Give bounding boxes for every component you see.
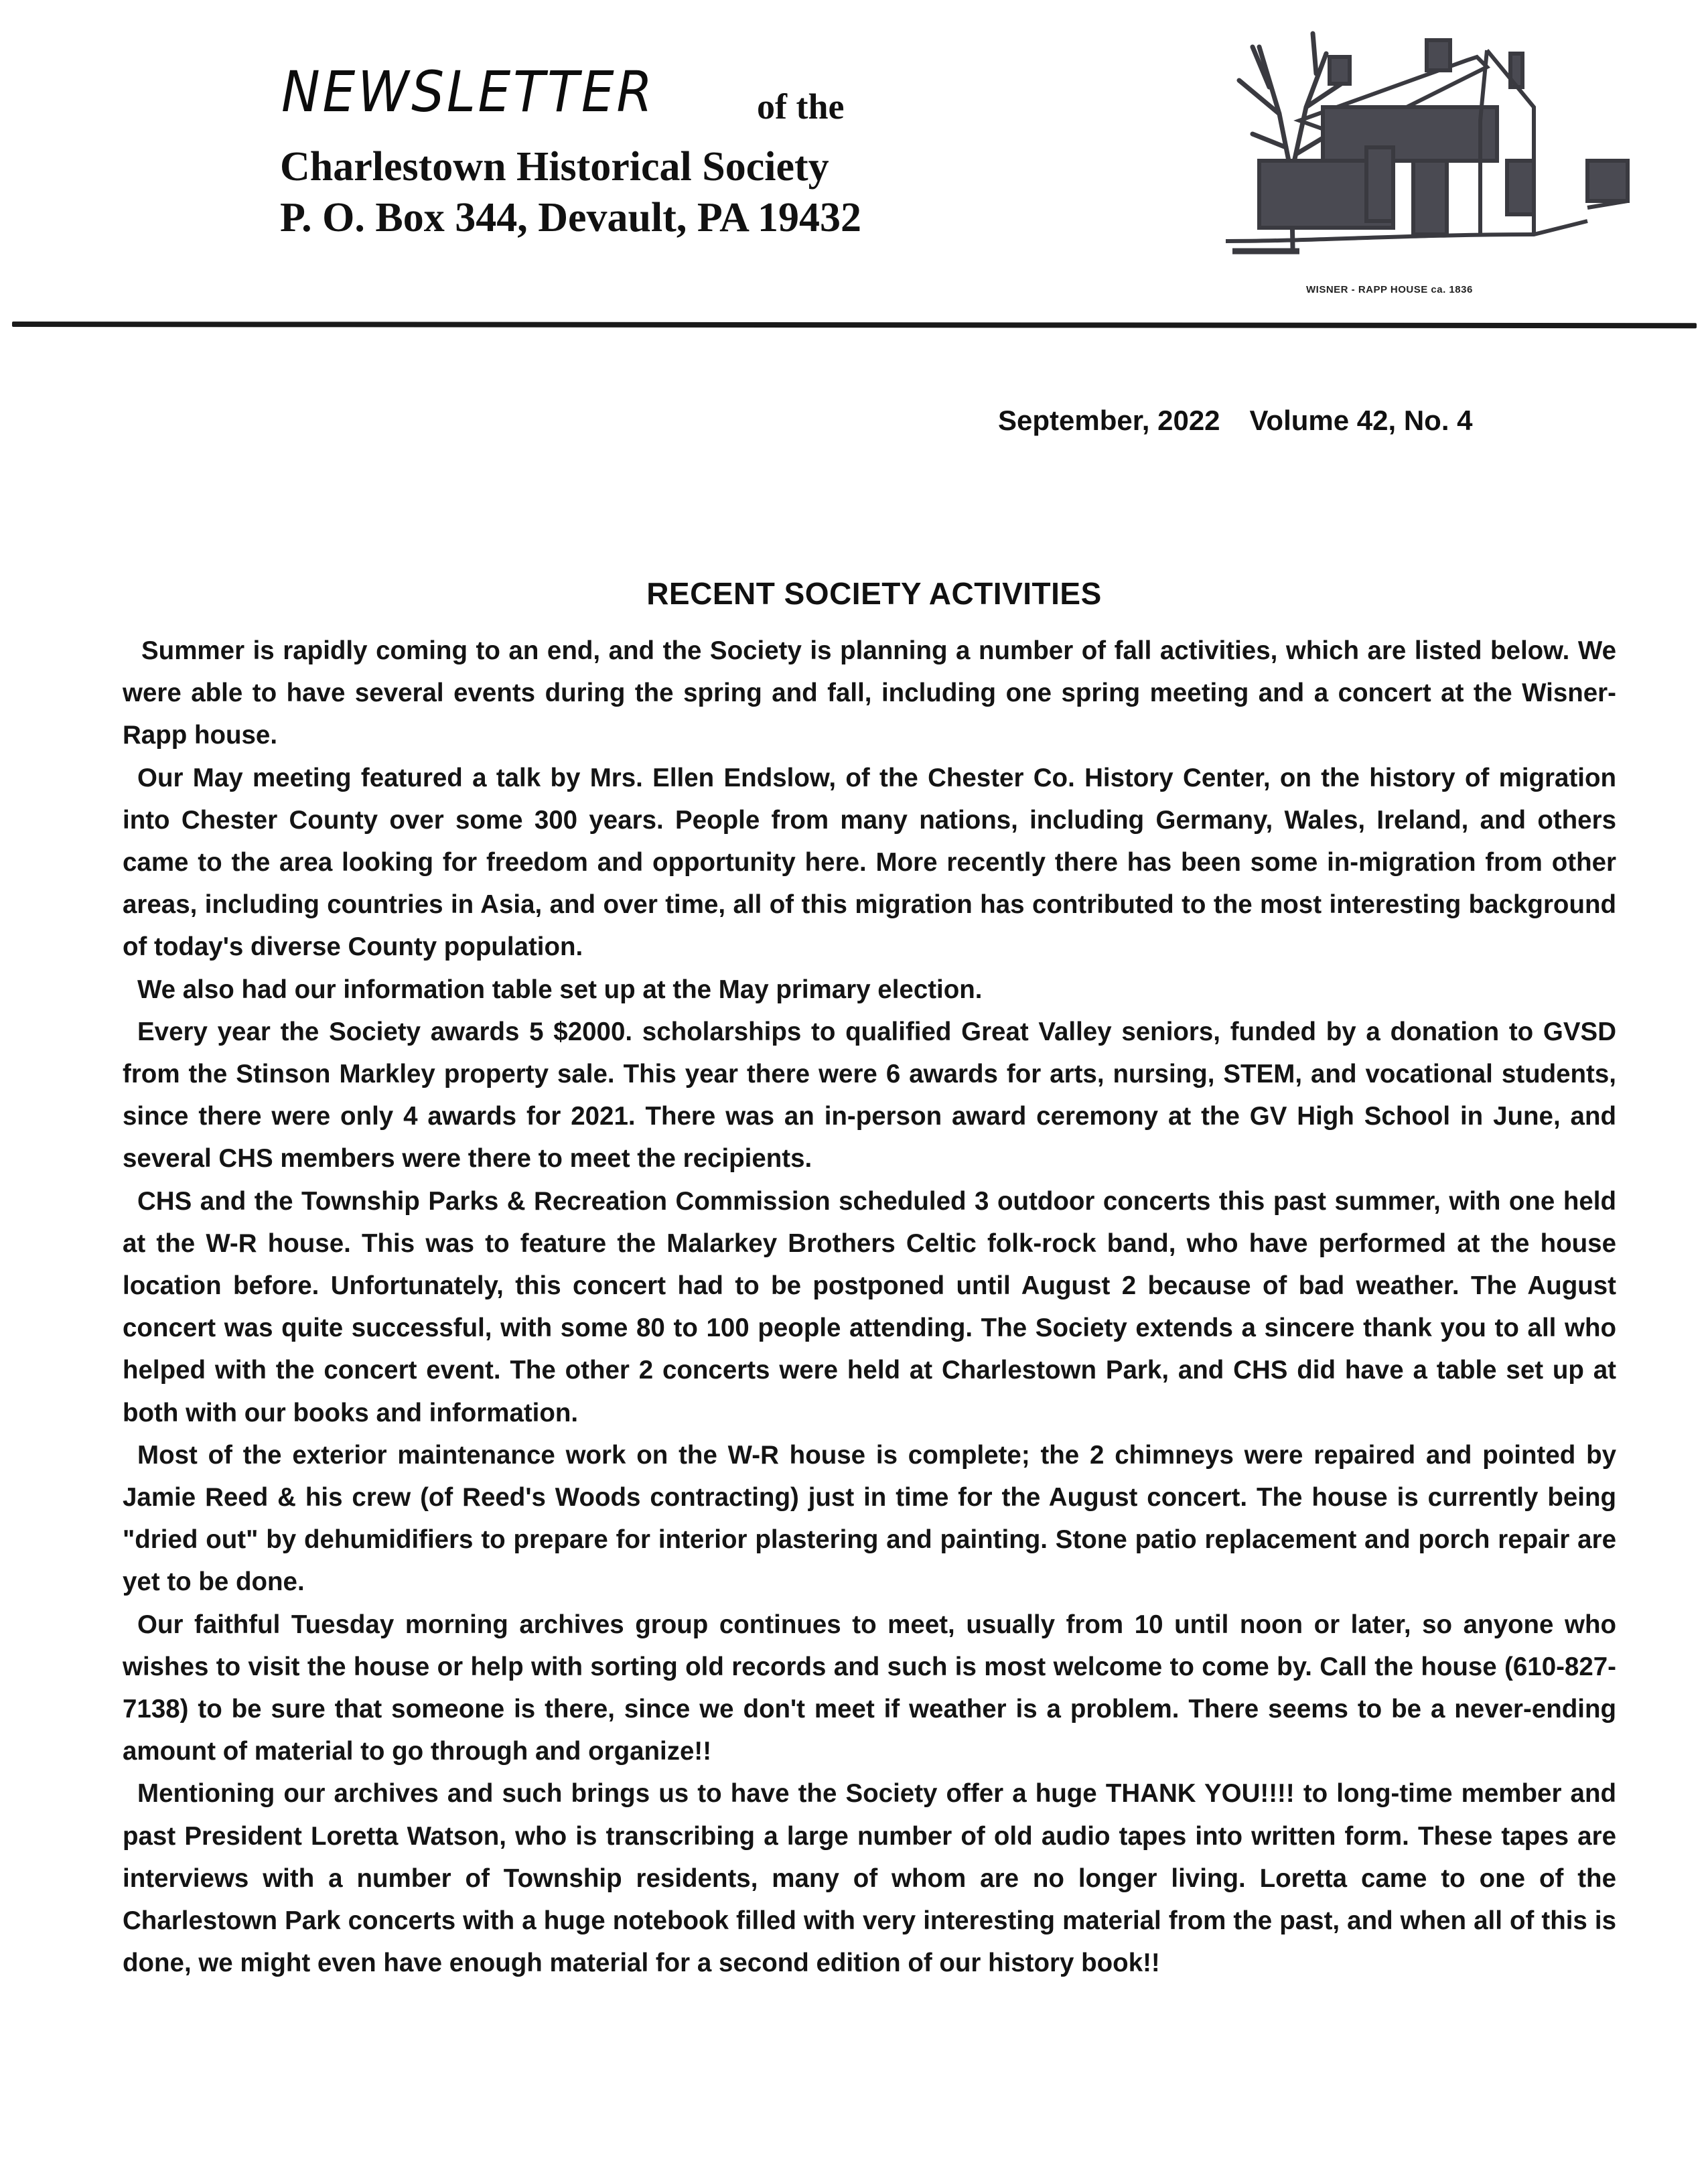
mailing-address: P. O. Box 344, Devault, PA 19432 xyxy=(280,195,862,240)
article-body xyxy=(123,630,1616,1985)
newsletter-title-suffix: of the xyxy=(757,86,845,127)
illustration-caption: WISNER - RAPP HOUSE ca. 1836 xyxy=(1306,284,1473,295)
paragraph-archives-group: Our faithful Tuesday morning archives group continues to meet, usually from 10 until noon or later, so anyone who wishes to visit the house or help with sorting old records and such is most welcome to come by. Call the house (610-827-7138) to be sure that someone is there, since we don't meet if weather is a problem. There seems to be a never-ending amount of material to go through and organize!! xyxy=(123,1610,1616,1766)
paragraph-election-table: We also had our information table set up at the May primary election. xyxy=(137,975,983,1004)
issue-date: September, 2022 xyxy=(998,405,1220,436)
section-heading: RECENT SOCIETY ACTIVITIES xyxy=(646,575,1102,611)
masthead-divider xyxy=(12,322,1697,328)
paragraph-concerts: CHS and the Township Parks & Recreation Commission scheduled 3 outdoor concerts this past summer, with one held at the W-R house. This was to feature the Malarkey Brothers Celtic folk-rock band, who have performed at the house location before. Unfortunately, this concert had to be postponed until August 2 because of bad weather. The August concert was quite successful, with some 80 to 100 people attending. The Society extends a sincere thank you to all who helped with the concert event. The other 2 concerts were held at Charlestown Park, and CHS did have a table set up at both with our books and information. xyxy=(123,1186,1616,1427)
house-with-tree-drawing-icon xyxy=(1212,20,1695,275)
paragraph-maintenance: Most of the exterior maintenance work on the W-R house is complete; the 2 chimneys were repaired and pointed by Jamie Reed & his crew (of Reed's Woods contracting) just in time for the August concert. The house is currently being "dried out" by dehumidifiers to prepare for interior plastering and painting. Stone patio replacement and porch repair are yet to be done. xyxy=(123,1440,1616,1597)
paragraph-thank-you: Mentioning our archives and such brings us to have the Society offer a huge THANK YOU!!!! to long-time member and past President Loretta Watson, who is transcribing a large number of old audio tapes into written form. These tapes are interviews with a number of Township residents, many of whom are no longer living. Loretta came to one of the Charlestown Park concerts with a huge notebook filled with very interesting material from the past, and when all of this is done, we might even have enough material for a second edition of our history book!! xyxy=(123,1779,1616,1978)
paragraph-intro: Summer is rapidly coming to an end, and the Society is planning a number of fall activities, which are listed below. We were able to have several events during the spring and fall, including one spring meeting and a concert at the Wisner-Rapp house. xyxy=(123,636,1616,750)
issue-info xyxy=(998,405,1473,437)
newsletter-title: NEWSLETTER xyxy=(281,59,655,125)
paragraph-scholarships: Every year the Society awards 5 $2000. scholarships to qualified Great Valley seniors, funded by a donation to GVSD from the Stinson Markley property sale. This year there were 6 awards for arts, nursing, STEM, and vocational students, since there were only 4 awards for 2021. There was an in-person award ceremony at the GV High School in June, and several CHS members were there to meet the recipients. xyxy=(123,1017,1616,1174)
paragraph-may-meeting: Our May meeting featured a talk by Mrs. Ellen Endslow, of the Chester Co. History Center, on the history of migration into Chester County over some 300 years. People from many nations, including Germany, Wales, Ireland, and others came to the area looking for freedom and opportunity here. More recently there has been some in-migration from other areas, including countries in Asia, and over time, all of this migration has contributed to the most interesting background of today's diverse County population. xyxy=(123,763,1616,962)
issue-volume: Volume 42, No. 4 xyxy=(1249,405,1473,436)
organization-name: Charlestown Historical Society xyxy=(280,144,829,190)
